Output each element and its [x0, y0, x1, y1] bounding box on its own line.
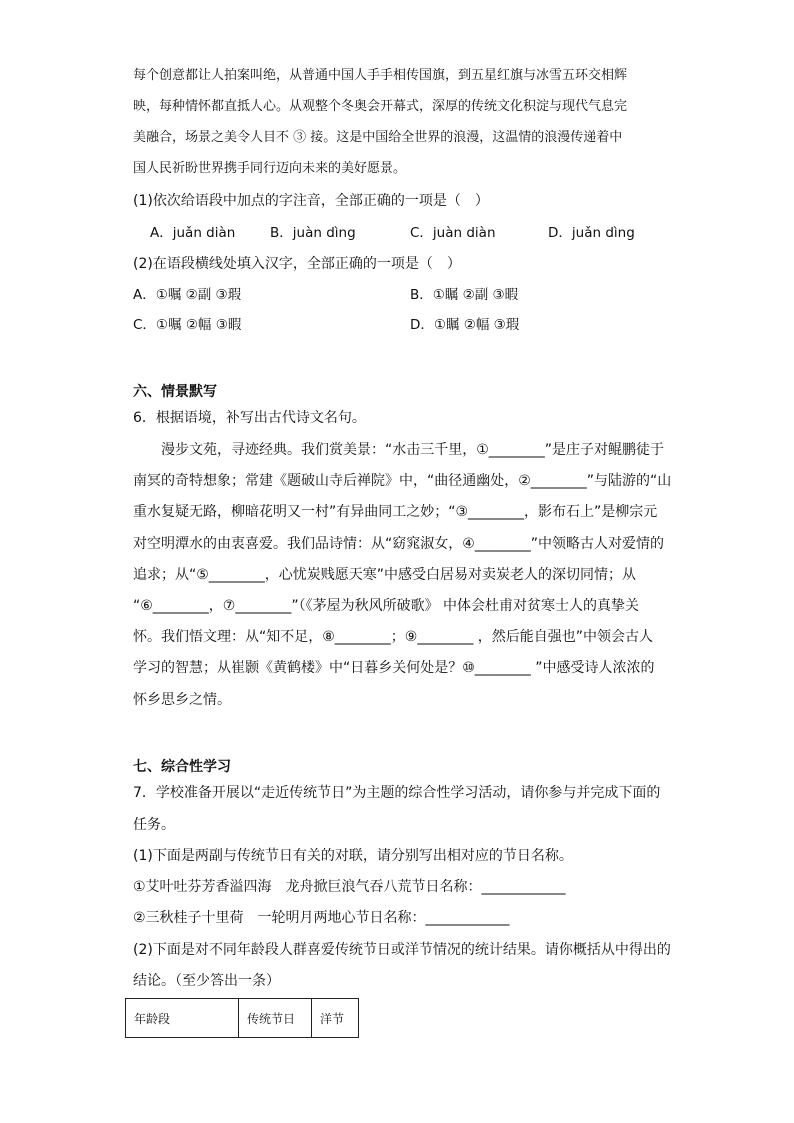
recitation-line: 怀乡思乡之情。 — [133, 692, 231, 708]
question-7: 任务。 — [133, 817, 175, 833]
q1-option-c: C．juàn diàn — [410, 225, 496, 241]
question-6: 6．根据语境，补写出古代诗文名句。 — [133, 410, 366, 426]
recitation-line: 对空明潭水的由衷喜爱。我们品诗情：从“窈窕淑女，④________”中领略古人对爱情的 — [133, 536, 665, 552]
q1-option-b: B．juàn dìng — [270, 225, 356, 241]
q2-stem: (2)在语段横线处填入汉字，全部正确的一项是（ ） — [133, 256, 461, 272]
q2-option-a: A．①嘱 ②副 ③瑕 — [133, 287, 242, 303]
q1-option-a: A．juǎn diàn — [150, 225, 236, 241]
table-header-cell: 洋节 — [312, 999, 359, 1038]
recitation-line: 怀。我们悟文理：从“知不足，⑧________；⑨________ ，然后能自强也”中领会古人 — [133, 629, 654, 645]
q1-option-d: D．juǎn dìng — [548, 225, 635, 241]
table-row — [126, 999, 359, 1038]
q1-stem: (1)依次给语段中加点的字注音，全部正确的一项是（ ） — [133, 193, 489, 209]
question-7: 7．学校准备开展以“走近传统节日”为主题的综合性学习活动，请你参与并完成下面的 — [133, 785, 661, 801]
table-header-cell: 年龄段 — [126, 999, 239, 1038]
sub-question-2: (2)下面是对不同年龄段人群喜爱传统节日或洋节情况的统计结果。请你概括从中得出的 — [133, 942, 671, 958]
passage-line: 美融合，场景之美令人目不 ③ 接。这是中国给全世界的浪漫，这温情的浪漫传递着中 — [133, 130, 623, 145]
sub-question-1: (1)下面是两副与传统节日有关的对联，请分别写出相对应的节日名称。 — [133, 848, 573, 864]
q2-option-c: C．①嘱 ②幅 ③暇 — [133, 317, 242, 333]
table-header-cell: 传统节日 — [239, 999, 312, 1038]
q2-option-d: D．①瞩 ②幅 ③瑕 — [410, 317, 520, 333]
recitation-line: 追求；从“⑤________，心忧炭贱愿天寒”中感受白居易对卖炭老人的深切同情；从 — [133, 567, 637, 583]
section-heading: 七、综合性学习 — [133, 759, 231, 775]
sub-question-2: 结论。（至少答出一条） — [133, 973, 280, 989]
couplet-2: ②三秋桂子十里荷 一轮明月两地心节日名称：____________ — [133, 910, 510, 926]
recitation-line: 学习的智慧；从崔颢《黄鹤楼》中“日暮乡关何处是？⑩________ ”中感受诗人浓浓的 — [133, 660, 655, 676]
q2-option-b: B．①瞩 ②副 ③暇 — [410, 287, 519, 303]
passage-line: 映，每种情怀都直抵人心。从观整个冬奥会开幕式，深厚的传统文化积淀与现代气息完 — [133, 99, 628, 114]
passage-line: 国人民祈盼世界携手同行迈向未来的美好愿景。 — [133, 161, 407, 176]
section-heading: 六、情景默写 — [133, 384, 217, 400]
recitation-line: 南冥的奇特想象；常建《题破山寺后禅院》中，“曲径通幽处，②________”与陆游的“山 — [133, 473, 672, 489]
recitation-line: 重水复疑无路，柳暗花明又一村”有异曲同工之妙；“③________，影布石上”是柳宗元 — [133, 504, 658, 520]
recitation-line: “⑥________，⑦________”（《茅屋为秋风所破歌》 中体会杜甫对贫寒士人的真挚关 — [133, 598, 640, 614]
passage-line: 每个创意都让人拍案叫绝，从普通中国人手手相传国旗，到五星红旗与冰雪五环交相辉 — [133, 68, 628, 83]
couplet-1: ①艾叶吐芬芳香溢四海 龙舟掀巨浪气吞八荒节日名称：____________ — [133, 879, 566, 895]
statistics-table — [125, 998, 359, 1038]
recitation-line: 漫步文苑，寻迹经典。我们赏美景：“水击三千里，①________”是庄子对鲲鹏徒于 — [133, 442, 665, 458]
